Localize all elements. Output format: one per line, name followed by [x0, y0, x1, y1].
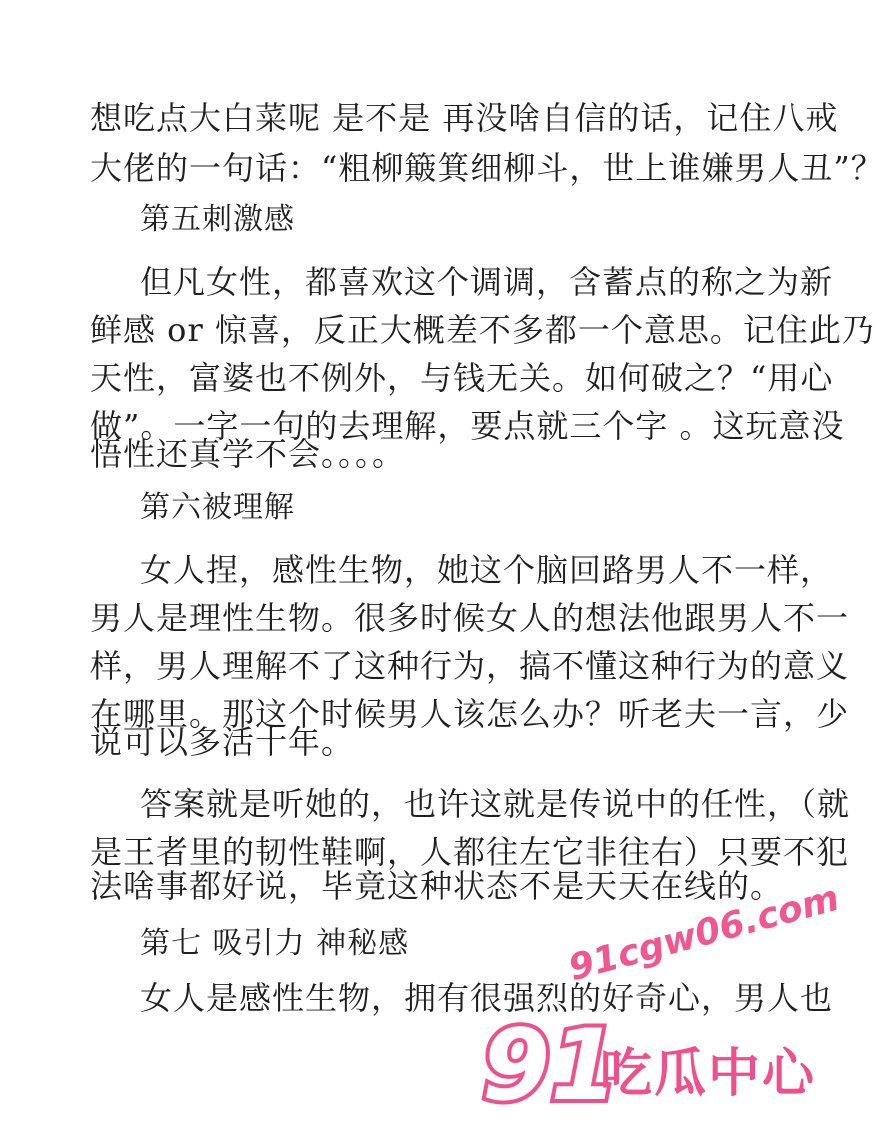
section-heading: 第六被理解 [140, 490, 295, 525]
paragraph-line: 天性，富婆也不例外，与钱无关。如何破之？“用心 [90, 359, 834, 397]
paragraph-line: 是王者里的韧性鞋啊，人都往左它非往右）只要不犯 [90, 833, 850, 871]
watermark-name: 吃瓜中心 [600, 1044, 817, 1104]
paragraph-line: 女人是感性生物，拥有很强烈的好奇心，男人也 [140, 979, 834, 1017]
paragraph-line: 想吃点大白菜呢 是不是 再没啥自信的话，记住八戒 [90, 99, 839, 137]
watermark-logo-number: 91 [482, 1009, 619, 1123]
section-heading: 第七 吸引力 神秘感 [140, 926, 410, 961]
paragraph-line: 答案就是听她的，也许这就是传说中的任性，（就 [140, 785, 851, 823]
section-heading: 第五刺激感 [140, 202, 295, 237]
paragraph-line: 说可以多活十年。 [90, 723, 355, 761]
paragraph-line: 男人是理性生物。很多时候女人的想法他跟男人不一 [90, 599, 850, 637]
paragraph-line: 女人捏，感性生物，她这个脑回路男人不一样， [140, 551, 834, 589]
paragraph-line: 做”。一字一句的去理解，要点就三个字 。这玩意没 [90, 407, 845, 445]
paragraph-line: 但凡女性，都喜欢这个调调，含蓄点的称之为新 [140, 263, 834, 301]
paragraph-line: 样，男人理解不了这种行为，搞不懂这种行为的意义 [90, 647, 850, 685]
watermark-url: 91cgw06.com [564, 877, 844, 990]
paragraph-line: 法啥事都好说，毕竟这种状态不是天天在线的。 [90, 867, 784, 905]
site-watermark [440, 877, 844, 1131]
paragraph-line: 在哪里。那这个时候男人该怎么办？听老夫一言，少 [90, 695, 850, 733]
paragraph-line: 鲜感 or 惊喜，反正大概差不多都一个意思。记住此乃 [90, 311, 875, 349]
watermark-logo-91 [478, 1009, 619, 1123]
paragraph-line: 大佬的一句话：“粗柳簸箕细柳斗，世上谁嫌男人丑”？ [90, 149, 884, 187]
paragraph-line: 悟性还真学不会。。。。 [90, 435, 406, 473]
